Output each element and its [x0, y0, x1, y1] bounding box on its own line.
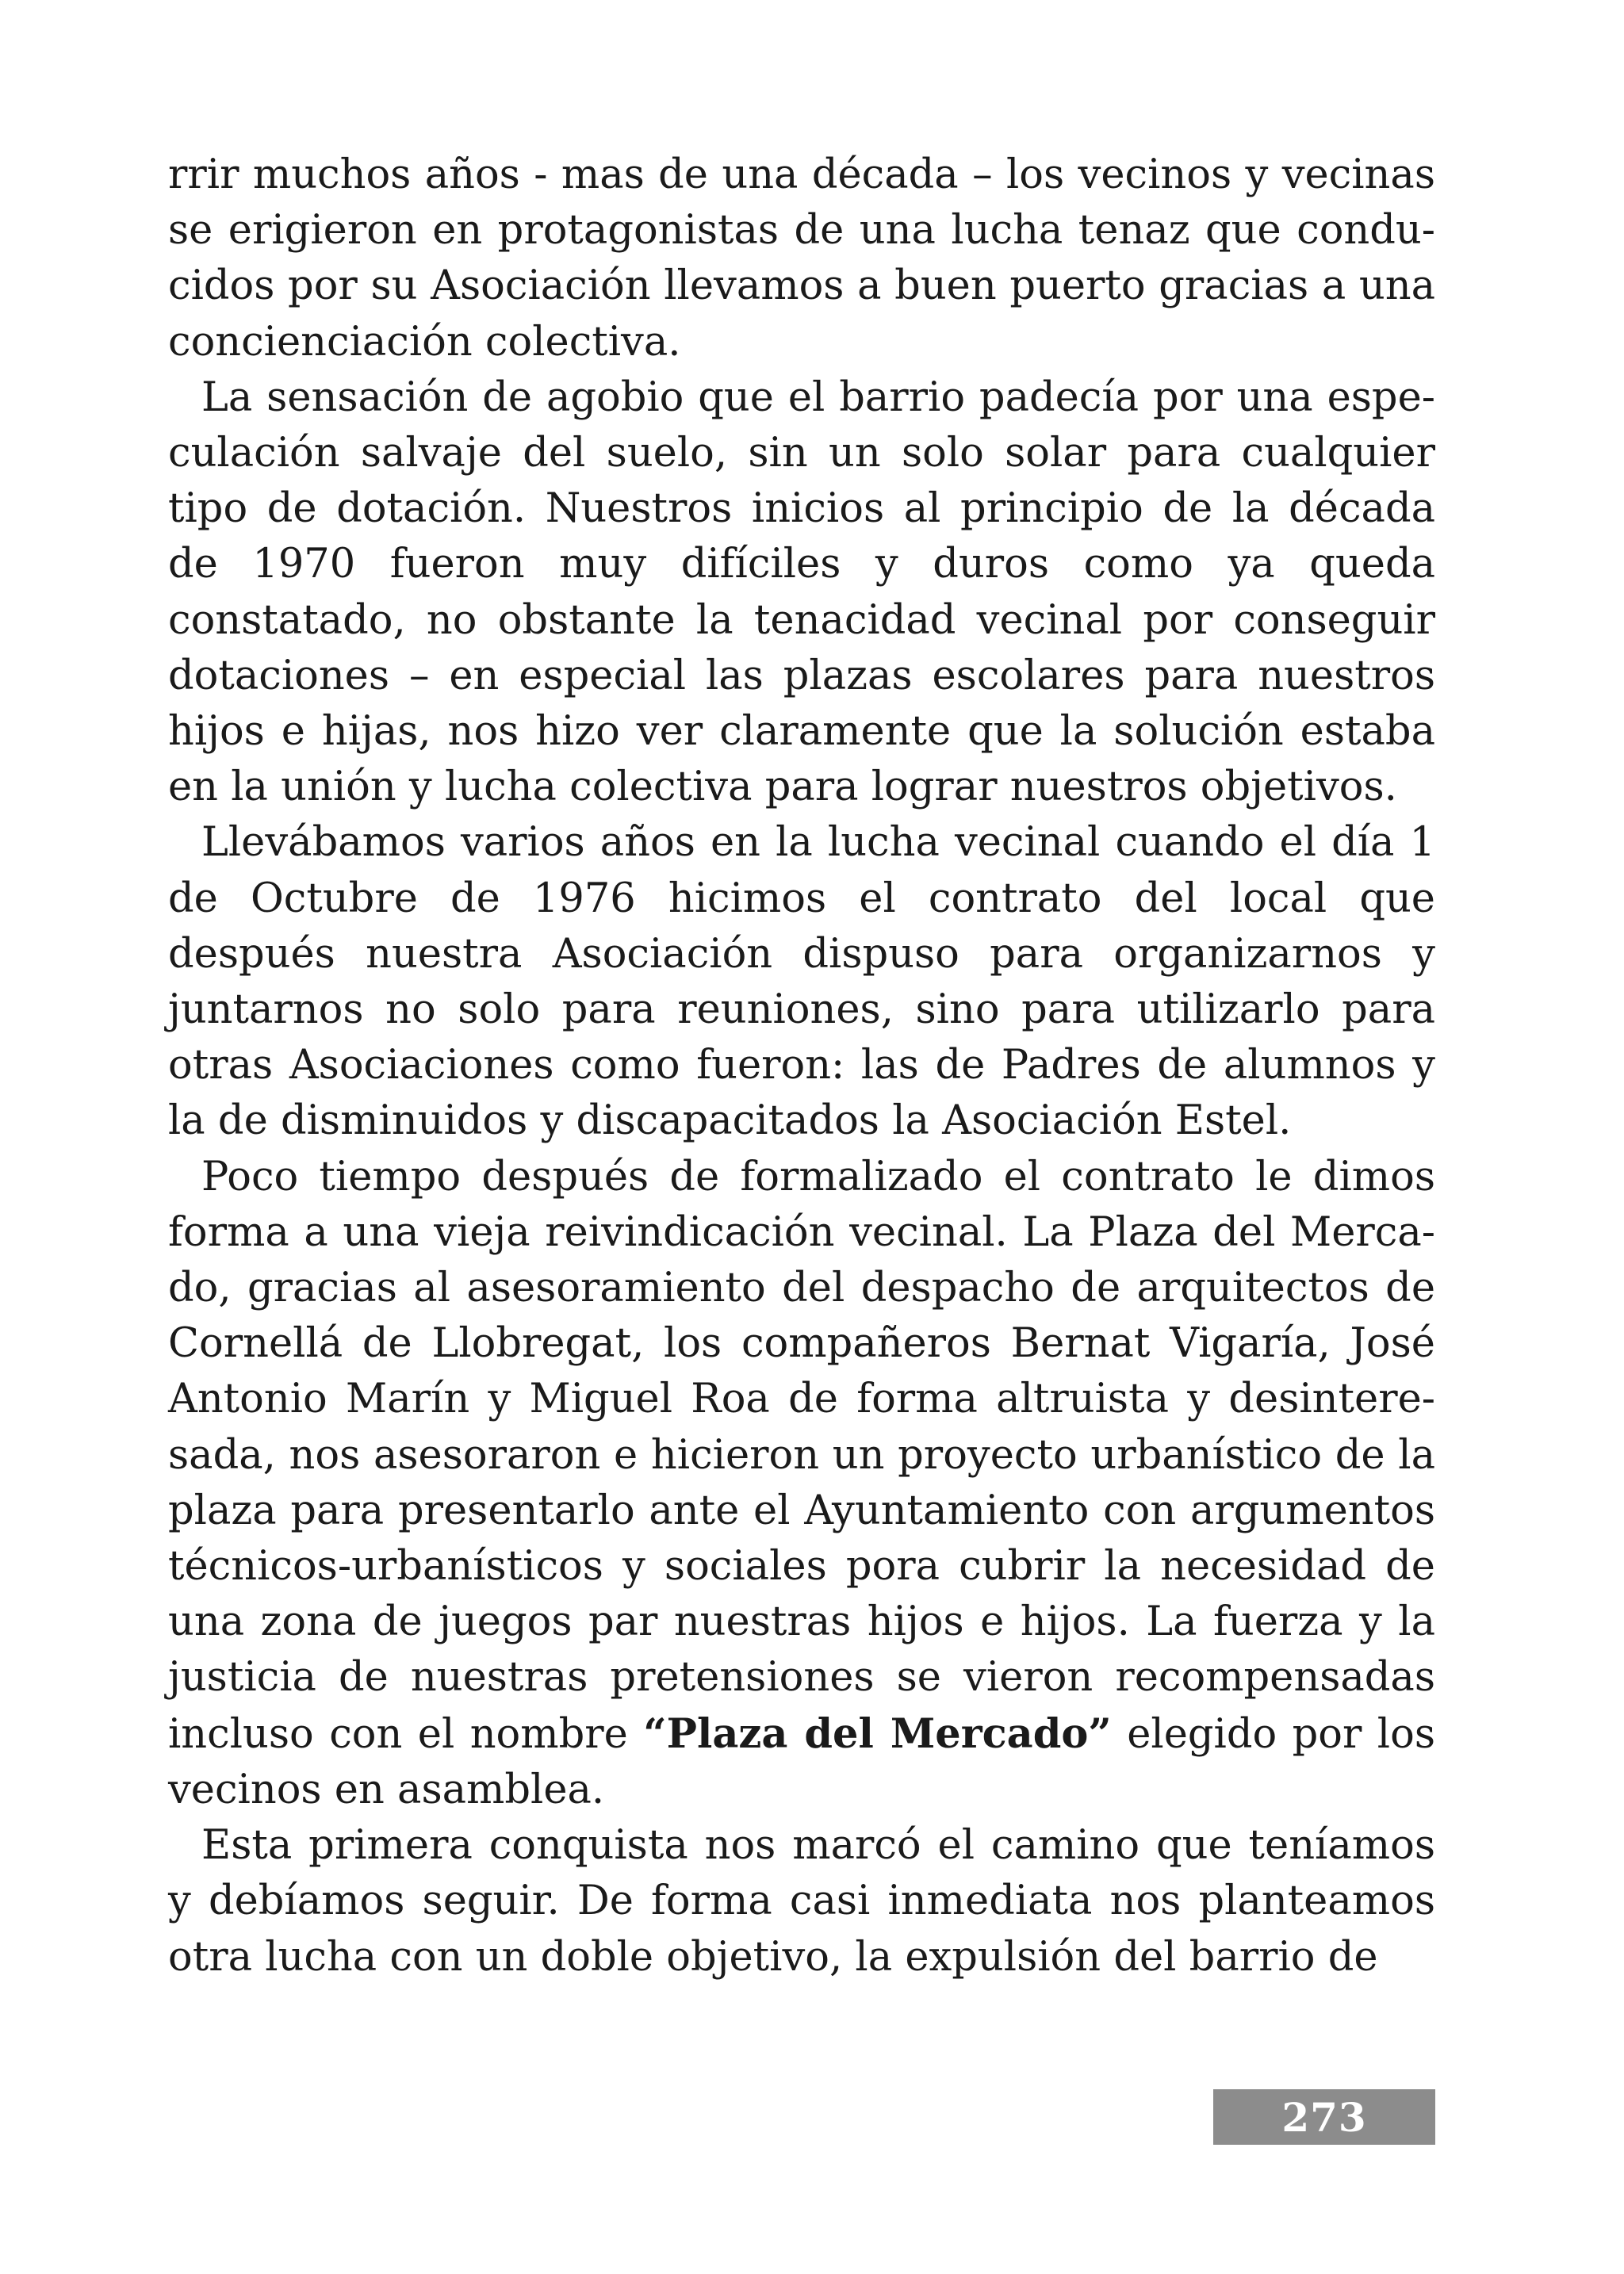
paragraph-2 [168, 370, 1435, 816]
paragraph-1-text: rrir muchos años - mas de una década – los vecinos y vecinas se erigieron en protagonistas de una lucha tenaz que conducidos por su Asociación llevamos a buen puerto gracias a una concienciación colectiva. [168, 151, 1435, 366]
paragraph-3 [168, 815, 1435, 1149]
plaza-del-mercado-bold: “Plaza del Mercado” [643, 1709, 1112, 1758]
paragraph-4 [168, 1150, 1435, 1818]
paragraph-5 [168, 1818, 1435, 1985]
paragraph-1 [168, 147, 1435, 370]
paragraph-4-text-b: elegido por los vecinos en asamblea. [168, 1710, 1435, 1813]
paragraph-3-text: Llevábamos varios años en la lucha vecinal cuando el día 1 de Octubre de 1976 hicimos el contrato del local que después nuestra Asociación dispuso para organizarnos y juntarnos no solo para reuniones, sino para utilizarlo para otras Asociaciones como fueron: las de Padres de alumnos y la de disminuidos y discapacitados la Asociación Estel. [168, 819, 1435, 1145]
page-number-bar [1213, 2089, 1435, 2145]
page-number: 273 [1281, 2093, 1367, 2141]
paragraph-2-text: La sensación de agobio que el barrio padecía por una especulación salvaje del suelo, sin un solo solar para cualquier tipo de dotación. Nuestros inicios al principio de la década de 1970 fueron muy difíciles y duros como ya queda constatado, no obstante la tenacidad vecinal por conseguir dotaciones – en especial las plazas escolares para nuestros hijos e hijas, nos hizo ver claramente que la solución estaba en la unión y lucha colectiva para lograr nuestros objetivos. [168, 373, 1435, 811]
paragraph-4-text-a: Poco tiempo después de formalizado el contrato le dimos forma a una vieja reivindicación vecinal. La Plaza del Mercado, gracias al asesoramiento del despacho de arquitectos de Cornellá de Llobregat, los compañeros Bernat Vigaría, José Antonio Marín y Miguel Roa de forma altruista y desinteresada, nos asesoraron e hicieron un proyecto urbanístico de la plaza para presentarlo ante el Ayuntamiento con argumentos técnicos-urbanísticos y sociales pora cubrir la necesidad de una zona de juegos par nuestras hijos e hijos. La fuerza y la justicia de nuestras pretensiones se vieron recompensadas incluso con el nombre [168, 1153, 1435, 1758]
paragraph-5-text: Esta primera conquista nos marcó el camino que teníamos y debíamos seguir. De forma casi inmediata nos planteamos otra lucha con un doble objetivo, la expulsión del barrio de [168, 1822, 1435, 1981]
body-text [168, 147, 1435, 1985]
